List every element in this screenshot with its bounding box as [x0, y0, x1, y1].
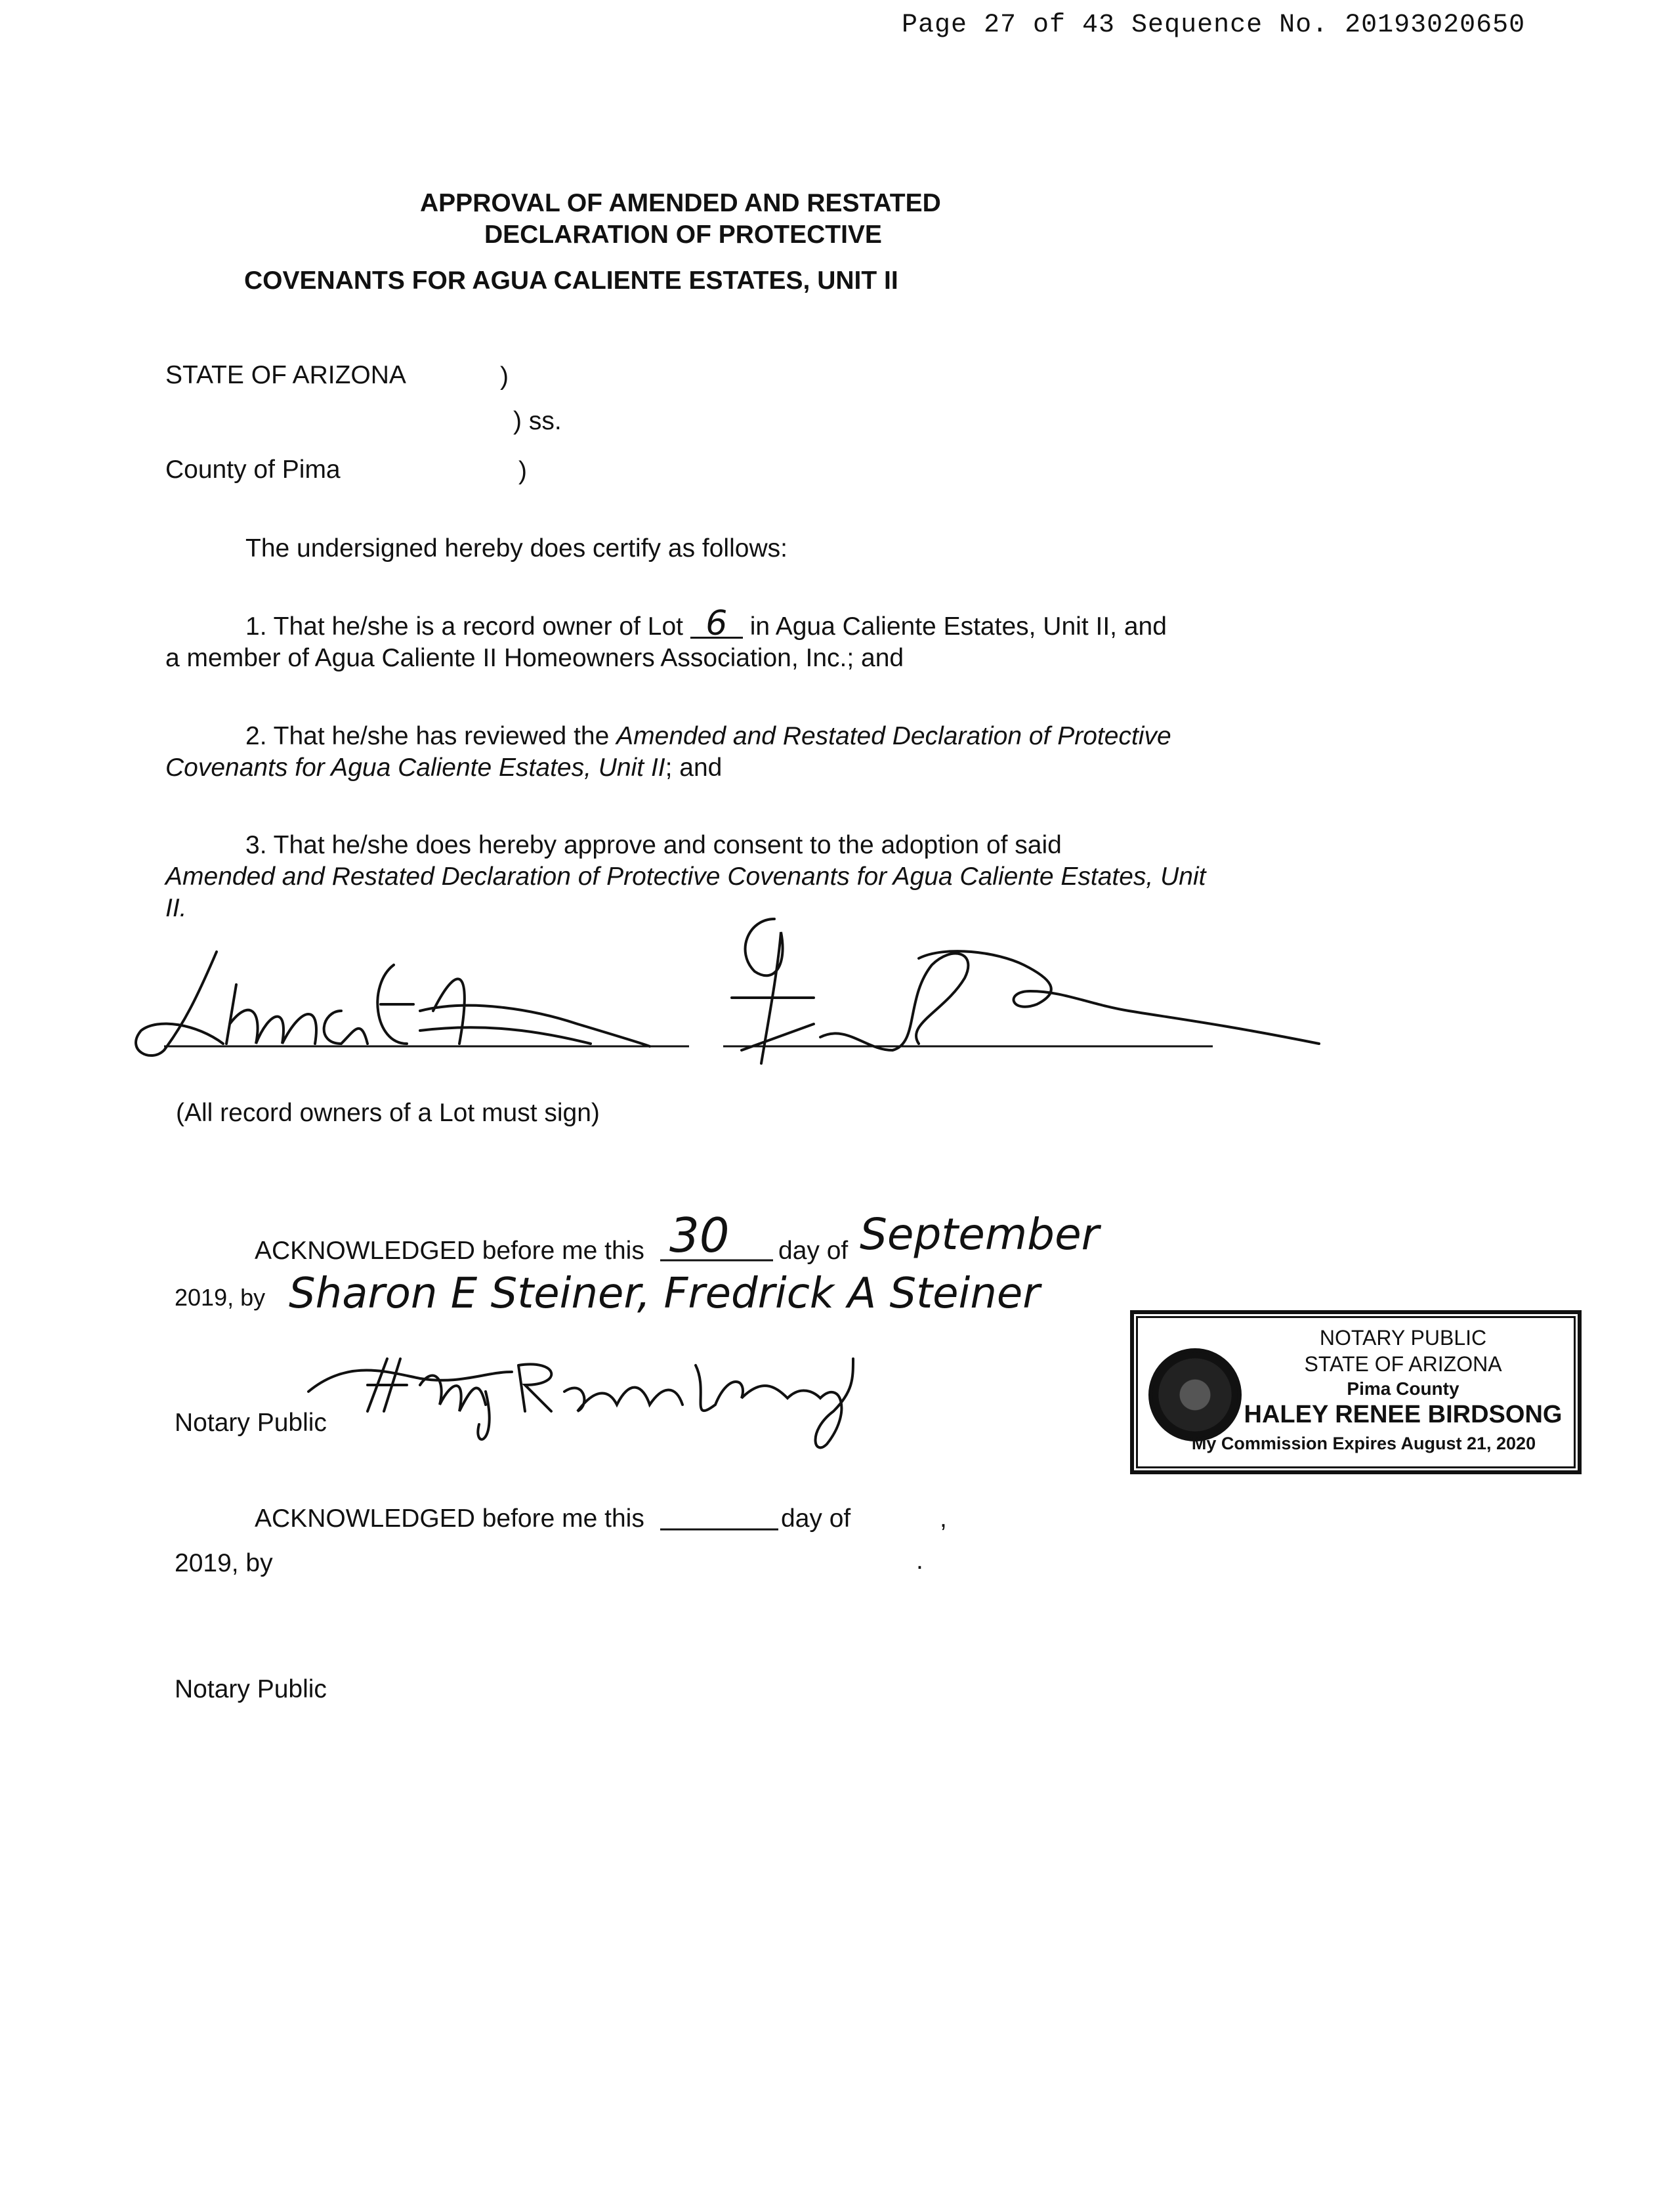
county-label: County of Pima [165, 456, 341, 484]
owner-1-signature [136, 952, 650, 1055]
item-2-suffix: ; and [665, 754, 723, 782]
title-line-3: COVENANTS FOR AGUA CALIENTE ESTATES, UNIT II [244, 266, 898, 295]
notary-signature [308, 1359, 853, 1447]
item-3-text: 3. That he/she does hereby approve and consent to the adoption of said [245, 831, 1062, 859]
ack1-day: 30 [669, 1208, 730, 1263]
title-line-1: APPROVAL OF AMENDED AND RESTATED [420, 189, 941, 217]
item-2-italic-1: Amended and Restated Declaration of Protective [616, 722, 1171, 750]
notary-seal-icon [1148, 1348, 1242, 1441]
state-label: STATE OF ARIZONA [165, 361, 406, 389]
ack2-year-by: 2019, by [175, 1549, 273, 1577]
page-header: Page 27 of 43 Sequence No. 20193020650 [902, 11, 1526, 40]
ack1-names: Sharon E Steiner, Fredrick A Steiner [289, 1269, 1040, 1318]
stamp-line-3: Pima County [1347, 1378, 1460, 1399]
item-2-italic-2: Covenants for Agua Caliente Estates, Unit II [165, 754, 665, 782]
notary-stamp [1130, 1310, 1582, 1474]
stamp-line-1: NOTARY PUBLIC [1319, 1326, 1487, 1350]
stamp-line-2: STATE OF ARIZONA [1304, 1352, 1502, 1376]
item-1-prefix: 1. That he/she is a record owner of Lot [245, 612, 683, 641]
stamp-line-5: My Commission Expires August 21, 2020 [1191, 1434, 1536, 1453]
ack2-notary-label: Notary Public [175, 1675, 327, 1703]
sign-note: (All record owners of a Lot must sign) [176, 1099, 600, 1127]
item-2-prefix: 2. That he/she has reviewed the [245, 722, 617, 750]
ack2-comma: , [940, 1504, 947, 1533]
ack1-year-by: 2019, by [175, 1284, 266, 1311]
ack1-day-of: day of [778, 1237, 849, 1265]
ack1-notary-label: Notary Public [175, 1409, 327, 1437]
intro-text: The undersigned hereby does certify as follows: [245, 534, 788, 563]
lot-number: 6 [690, 610, 743, 639]
item-1-suffix: in Agua Caliente Estates, Unit II, and [749, 612, 1167, 641]
ack1-month: September [860, 1209, 1099, 1260]
item-3-italic: Amended and Restated Declaration of Protective Covenants for Agua Caliente Estates, Unit II. [165, 863, 1206, 922]
ack2-text: ACKNOWLEDGED before me this [255, 1504, 644, 1533]
venue-paren-1: ) [500, 362, 509, 391]
ack1-text: ACKNOWLEDGED before me this [255, 1237, 644, 1265]
stamp-line-4: HALEY RENEE BIRDSONG [1244, 1401, 1563, 1428]
owner-2-signature [732, 919, 1319, 1063]
ack2-day-of: day of [781, 1504, 851, 1533]
item-1-line-2: a member of Agua Caliente II Homeowners Association, Inc.; and [165, 644, 904, 672]
venue-ss: ) ss. [513, 407, 562, 435]
title-line-2: DECLARATION OF PROTECTIVE [484, 221, 882, 249]
venue-paren-2: ) [518, 457, 527, 485]
ack2-period: . [916, 1546, 923, 1575]
